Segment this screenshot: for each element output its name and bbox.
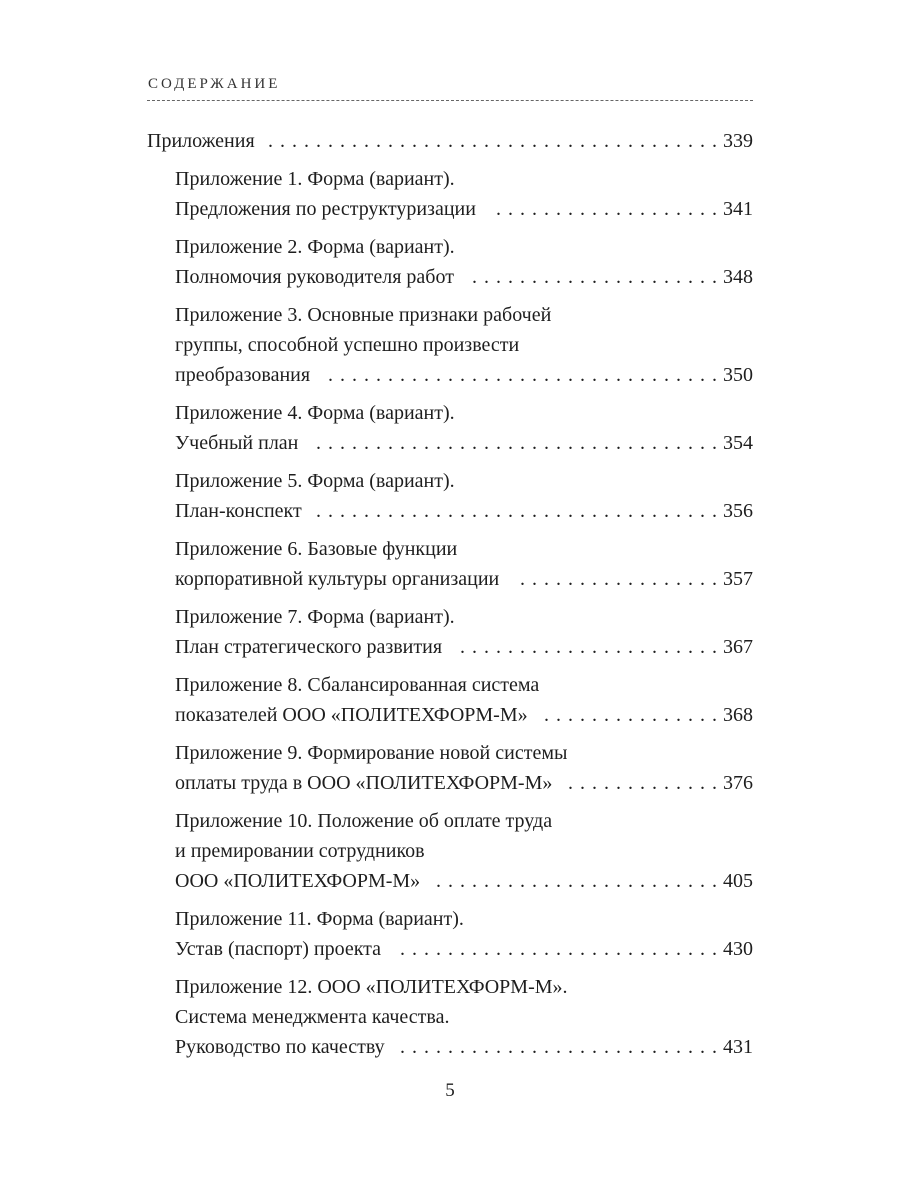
toc-entry-title: Приложение 3. Основные признаки рабочей: [175, 304, 552, 326]
toc-page-number: 367: [723, 636, 753, 658]
toc-entry[interactable]: [147, 972, 753, 1062]
toc-entry-line: [175, 738, 753, 768]
toc-entry-title: Приложение 8. Сбалансированная система: [175, 674, 540, 696]
toc-entry-line: [175, 360, 753, 390]
toc-entry[interactable]: [147, 670, 753, 730]
toc-entry-title: и премировании сотрудников: [175, 840, 425, 862]
toc-entry-line: [175, 534, 753, 564]
toc-entry-line: [175, 496, 753, 526]
leader-dots: [566, 768, 717, 798]
leader-dots: [513, 564, 717, 594]
toc-page-number: 405: [723, 870, 753, 892]
section-title: СОДЕРЖАНИЕ: [148, 76, 281, 92]
toc-entry[interactable]: [147, 534, 753, 594]
toc-entry-title: Руководство по качеству: [175, 1036, 385, 1058]
toc-entry-title: Приложение 12. ООО «ПОЛИТЕХФОРМ-М».: [175, 976, 568, 998]
toc-entry-title: Приложение 4. Форма (вариант).: [175, 402, 455, 424]
page-number: 5: [445, 1080, 455, 1101]
toc-entry-line: [175, 972, 753, 1002]
leader-dots: [316, 496, 717, 526]
leader-dots: [395, 934, 717, 964]
toc-entry-line: [175, 602, 753, 632]
dashed-divider: [147, 100, 753, 101]
toc-entry-line: [175, 428, 753, 458]
toc-entry[interactable]: [147, 398, 753, 458]
toc-page-number: 356: [723, 500, 753, 522]
toc-entry-line: [175, 564, 753, 594]
toc-page-number: 430: [723, 938, 753, 960]
toc-entry-line: [175, 836, 753, 866]
toc-entry-line: [175, 670, 753, 700]
toc-entry-title: Устав (паспорт) проекта: [175, 938, 382, 960]
toc-entry-line: [175, 232, 753, 262]
toc-page-number: 341: [723, 198, 753, 220]
toc-page-number: 431: [723, 1036, 753, 1058]
toc-entry-title: План стратегического развития: [175, 636, 443, 658]
toc-entry[interactable]: [147, 904, 753, 964]
toc-entry-title: Предложения по реструктуризации: [175, 198, 476, 220]
toc-page-number: 368: [723, 704, 753, 726]
leader-dots: [324, 360, 717, 390]
toc-entry[interactable]: [147, 806, 753, 896]
leader-dots: [468, 262, 717, 292]
toc-entry-title: группы, способной успешно произвести: [175, 334, 520, 356]
leader-dots: [269, 126, 717, 156]
toc-entry-title: корпоративной культуры организации: [175, 568, 500, 590]
toc-entry-line: [175, 866, 753, 896]
toc-entry-title: Приложение 5. Форма (вариант).: [175, 470, 455, 492]
toc-page-number: 348: [723, 266, 753, 288]
toc-entry-line: [175, 262, 753, 292]
toc-entry-title: Учебный план: [175, 432, 299, 454]
toc-entry-title: преобразования: [175, 364, 311, 386]
toc-entry-title: Приложение 6. Базовые функции: [175, 538, 458, 560]
toc-entry[interactable]: [147, 232, 753, 292]
toc-entry-title: План-конспект: [175, 500, 302, 522]
leader-dots: [312, 428, 717, 458]
toc-entry-line: [147, 126, 753, 156]
toc-entry[interactable]: [147, 466, 753, 526]
toc-page-number: 357: [723, 568, 753, 590]
toc-entry-line: [175, 330, 753, 360]
toc-entry[interactable]: [147, 738, 753, 798]
toc-entry-line: [175, 806, 753, 836]
toc-entry-line: [175, 1032, 753, 1062]
toc-entry[interactable]: [147, 164, 753, 224]
toc-entry-title: оплаты труда в ООО «ПОЛИТЕХФОРМ-М»: [175, 772, 553, 794]
toc-entry-line: [175, 466, 753, 496]
toc-page-number: 350: [723, 364, 753, 386]
toc-entry-line: [175, 768, 753, 798]
toc-page-number: 354: [723, 432, 753, 454]
leader-dots: [456, 632, 717, 662]
toc-entry-title: Приложение 2. Форма (вариант).: [175, 236, 455, 258]
toc-entry-line: [175, 1002, 753, 1032]
leader-dots: [434, 866, 717, 896]
toc-entry-title: ООО «ПОЛИТЕХФОРМ-М»: [175, 870, 421, 892]
toc-entry-line: [175, 164, 753, 194]
toc-entry-line: [175, 398, 753, 428]
toc-entry-title: Приложение 1. Форма (вариант).: [175, 168, 455, 190]
table-of-contents: [147, 126, 753, 1070]
leader-dots: [490, 194, 717, 224]
toc-entry-line: [175, 904, 753, 934]
toc-entry-title: показателей ООО «ПОЛИТЕХФОРМ-М»: [175, 704, 528, 726]
toc-entry-title: Система менеджмента качества.: [175, 1006, 450, 1028]
toc-entry-line: [175, 194, 753, 224]
toc-entry-line: [175, 934, 753, 964]
toc-entry-line: [175, 300, 753, 330]
toc-entry[interactable]: [147, 602, 753, 662]
toc-entry-title: Приложение 9. Формирование новой системы: [175, 742, 568, 764]
toc-entry-title: Приложение 11. Форма (вариант).: [175, 908, 464, 930]
toc-entry-line: [175, 700, 753, 730]
toc-entry-title: Приложение 7. Форма (вариант).: [175, 606, 455, 628]
toc-entry-title: Полномочия руководителя работ: [175, 266, 454, 288]
leader-dots: [542, 700, 717, 730]
toc-entry[interactable]: [147, 126, 753, 156]
toc-entry-title: Приложение 10. Положение об оплате труда: [175, 810, 553, 832]
toc-page-number: 339: [723, 130, 753, 152]
toc-entry-line: [175, 632, 753, 662]
toc-entry[interactable]: [147, 300, 753, 390]
toc-entry-title: Приложения: [147, 130, 255, 152]
leader-dots: [399, 1032, 717, 1062]
toc-page-number: 376: [723, 772, 753, 794]
